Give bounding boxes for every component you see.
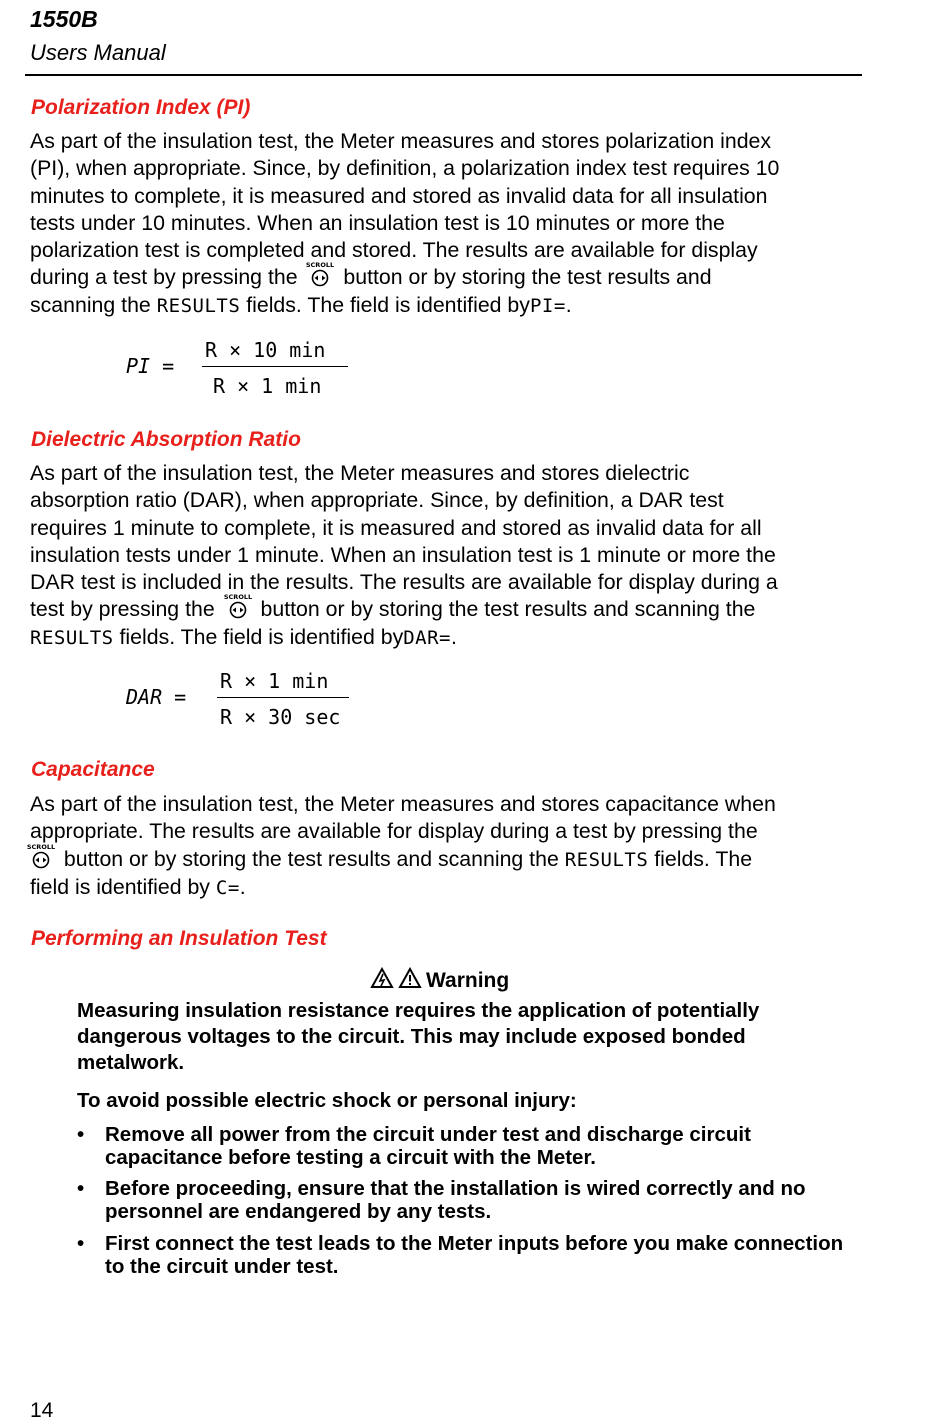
dar-line-3: requires 1 minute to complete, it is measured and stored as invalid data for all xyxy=(30,515,762,540)
scroll-button-icon xyxy=(24,842,58,869)
cap-line-3 xyxy=(24,842,870,874)
pi-heading: Polarization Index (PI) xyxy=(31,96,251,119)
header-model: 1550B xyxy=(30,6,98,32)
pi-formula-numerator: R × 10 min xyxy=(205,338,326,362)
lcd-results-label: RESULTS xyxy=(30,626,114,649)
pi-line-6a: during a test by pressing the xyxy=(30,265,298,290)
bullet-text: Before proceeding, ensure that the installation is wired correctly and no personnel are endangered by any tests. xyxy=(105,1177,806,1223)
cap-line-3-end: fields. The xyxy=(654,846,753,871)
scroll-button-icon xyxy=(303,261,337,287)
lcd-results-label: RESULTS xyxy=(564,848,649,871)
cap-line-2: appropriate. The results are available for display during a test by pressing the xyxy=(30,819,758,844)
dar-formula-lhs: DAR = xyxy=(126,685,187,709)
scroll-label: SCROLL xyxy=(223,593,252,602)
cap-line-3b: button or by storing the test results and scanning the xyxy=(63,846,559,871)
warning-title-text: Warning xyxy=(426,969,510,992)
pi-line-4: tests under 10 minutes. When an insulation test is 10 minutes or more the xyxy=(30,210,725,235)
cap-line-4-end: . xyxy=(239,874,246,899)
lcd-pi-field: PI= xyxy=(529,294,566,317)
pi-formula-lhs: PI = xyxy=(126,354,175,378)
dar-line-2: absorption ratio (DAR), when appropriate. Since, by definition, a DAR test xyxy=(30,488,724,513)
pi-paragraph xyxy=(30,128,870,320)
bullet-text: Remove all power from the circuit under test and discharge circuit capacitance before testing a circuit with the Meter. xyxy=(105,1123,751,1169)
header-rule xyxy=(25,74,862,76)
dar-paragraph xyxy=(30,460,870,652)
dar-line-6b: button or by storing the test results and scanning the xyxy=(260,597,756,622)
header-subtitle: Users Manual xyxy=(30,40,166,65)
bullet-dot: • xyxy=(77,1123,85,1146)
warning-text: Measuring insulation resistance requires the application of potentially dangerous voltages to the circuit. This may include exposed bonded metalwork. xyxy=(77,999,760,1074)
bullet-dot: • xyxy=(77,1232,85,1255)
lcd-c-field: C= xyxy=(215,876,240,899)
pi-line-3: minutes to complete, it is measured and stored as invalid data for all insulation xyxy=(30,183,768,208)
cap-heading: Capacitance xyxy=(31,758,155,781)
dar-heading: Dielectric Absorption Ratio xyxy=(31,428,301,451)
dar-line-4: insulation tests under 1 minute. When an insulation test is 1 minute or more the xyxy=(30,542,776,567)
scroll-label: SCROLL xyxy=(26,842,56,851)
scroll-button-icon xyxy=(221,593,255,619)
cap-line-4 xyxy=(30,874,870,902)
pi-line-1: As part of the insulation test, the Meter measures and stores polarization index xyxy=(30,129,772,153)
warning-title xyxy=(370,967,509,995)
dar-line-6 xyxy=(30,593,870,623)
dar-line-6a: test by pressing the xyxy=(30,597,215,622)
dar-line-7b: fields. The field is identified by xyxy=(119,624,404,649)
pi-line-5: polarization test is completed and stored. The results are available for display xyxy=(30,238,758,263)
pi-line-7-end: . xyxy=(565,292,572,317)
bullet-text: First connect the test leads to the Meter inputs before you make connection to the circuit under test. xyxy=(105,1232,844,1278)
pi-line-7 xyxy=(30,292,870,320)
dar-formula-numerator: R × 1 min xyxy=(220,669,329,693)
insulation-heading: Performing an Insulation Test xyxy=(31,927,327,950)
cap-paragraph xyxy=(26,791,870,902)
warning-triangle-icon xyxy=(398,967,422,995)
avoid-text: To avoid possible electric shock or personal injury: xyxy=(77,1089,577,1112)
dar-formula-denominator: R × 30 sec xyxy=(220,705,341,729)
page-number: 14 xyxy=(30,1399,54,1422)
dar-formula-bar xyxy=(217,697,349,698)
pi-formula-bar xyxy=(202,366,348,367)
dar-line-7 xyxy=(30,624,870,652)
lcd-dar-field: DAR= xyxy=(403,626,451,649)
lcd-results-label: RESULTS xyxy=(156,294,241,317)
pi-line-7a: scanning the xyxy=(30,292,151,317)
cap-line-4a: field is identified by xyxy=(30,874,210,899)
dar-line-1: As part of the insulation test, the Meter measures and stores dielectric xyxy=(30,461,690,485)
pi-line-6 xyxy=(30,261,870,291)
pi-line-2: (PI), when appropriate. Since, by definition, a polarization index test requires 10 xyxy=(30,156,780,181)
dar-line-7-end: . xyxy=(451,624,457,649)
cap-line-1: As part of the insulation test, the Meter measures and stores capacitance when xyxy=(30,792,776,816)
pi-line-6b: button or by storing the test results and xyxy=(343,265,712,290)
hazard-voltage-icon xyxy=(370,967,394,995)
pi-formula-denominator: R × 1 min xyxy=(213,374,322,398)
dar-line-5: DAR test is included in the results. The results are available for display during a xyxy=(30,570,778,595)
bullet-dot: • xyxy=(77,1177,85,1200)
scroll-label: SCROLL xyxy=(306,261,335,270)
pi-line-7b: fields. The field is identified by xyxy=(246,292,530,317)
